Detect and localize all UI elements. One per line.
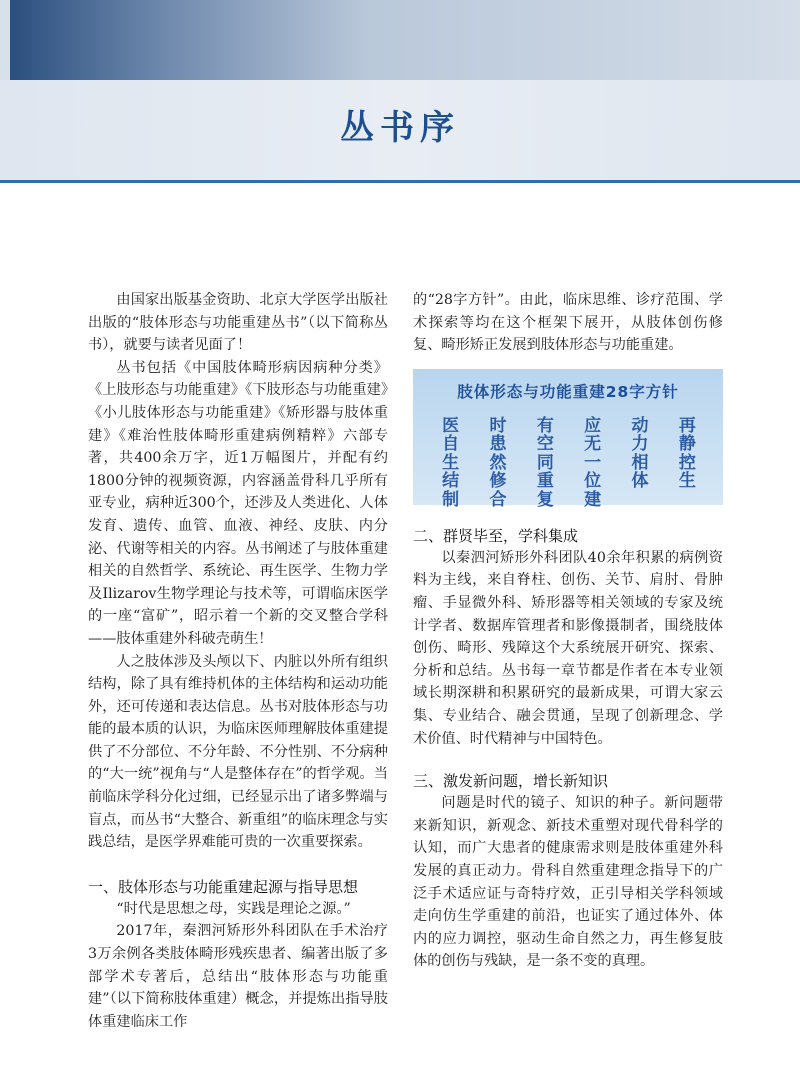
- section-heading-1: 一、肢体形态与功能重建起源与指导思想: [88, 877, 359, 896]
- header-bar-edge: [0, 0, 10, 80]
- paragraph: 以秦泗河矫形外科团队40余年积累的病例资料为主线，来自脊柱、创伤、关节、肩肘、骨肿瘤、手显微外科、矫形器等相关领域的专家及统计学者、数据库管理者和影像摄制者，围绕肢体创伤、畸形、残障这个大系统展开研究、探索、分析和总结。丛书每一章节都是作者在本专业领域长期深耕和积累研究的最新成果，可谓大家云集、专业结合、融会贯通，呈现了创新理念、学术价值、时代精神与中国特色。: [413, 549, 723, 747]
- principle-char: 制: [442, 489, 460, 510]
- left-column: [88, 289, 388, 1033]
- principles-title: 肢体形态与功能重建28字方针: [457, 382, 679, 401]
- principle-char: 无: [584, 434, 602, 455]
- section-heading-2: 二、群贤毕至，学科集成: [413, 526, 579, 545]
- paragraph: 2017年，秦泗河矫形外科团队在手术治疗3万余例各类肢体畸形残疾患者、编著出版了多部学术专著后，总结出“肢体形态与功能重建”（以下简称肢体重建）概念，并提炼出指导肢体重建临床工作: [88, 923, 388, 1030]
- principle-char: 同: [536, 452, 554, 473]
- principle-char: 力: [631, 434, 649, 455]
- principle-char: 生: [442, 452, 460, 473]
- principle-char: 应: [584, 415, 602, 436]
- principle-char: 然: [489, 452, 507, 473]
- principle-char: 空: [536, 434, 554, 455]
- principle-char: 建: [584, 489, 602, 510]
- principle-char: 修: [489, 471, 507, 492]
- principle-char: 位: [584, 471, 602, 492]
- principle-char: 有: [536, 415, 554, 436]
- paragraph: 人之肢体涉及头颅以下、内脏以外所有组织结构，除了具有维持机体的主体结构和运动功能外，还可传递和表达信息。丛书对肢体形态与功能的最本质的认识，为临床医师理解肢体重建提供了不分部位、不分年龄、不分性别、不分病种的“大一统”视角与“人是整体存在”的哲学观。当前临床学科分化过细，已经显示出了诸多弊端与盲点，而丛书“大整合、新重组”的临床理念与实践总结，是医学界难能可贵的一次重要探索。: [88, 653, 388, 851]
- principle-char: 患: [489, 434, 507, 455]
- principle-char: 控: [678, 452, 696, 473]
- title-divider: [0, 180, 800, 183]
- principles-grid: [427, 417, 711, 510]
- principle-char: 合: [489, 489, 507, 510]
- principle-char: 时: [489, 415, 507, 436]
- section-heading-3: 三、激发新问题，增长新知识: [413, 772, 609, 791]
- principle-char: 一: [584, 452, 602, 473]
- principle-char: 复: [536, 489, 554, 510]
- principles-box: [413, 369, 723, 510]
- paragraph: 问题是时代的镜子、知识的种子。新问题带来新知识，新观念、新技术重塑对现代骨科学的认知，而广大患者的健康需求则是肢体重建外科发展的真正动力。骨科自然重建理念指导下的广泛手术适应证与奇特疗效，正引导相关学科领域走向仿生学重建的前沿，也证实了通过体外、体内的应力调控，驱动生命自然之力，再生修复肢体的创伤与残缺，是一条不变的真理。: [413, 795, 723, 970]
- header-bar: [10, 0, 800, 80]
- principle-char: 重: [536, 471, 554, 492]
- principle-char: 体: [631, 471, 649, 492]
- principle-char: 动: [631, 415, 649, 436]
- principle-char: 结: [442, 471, 460, 492]
- paragraph: “时代是思想之母，实践是理论之源。”: [116, 900, 351, 917]
- principle-char: 相: [631, 452, 649, 473]
- page-title: 丛书序: [340, 108, 460, 148]
- principle-char: 医: [442, 415, 460, 436]
- principle-char: 生: [678, 471, 696, 492]
- principle-char: 再: [678, 415, 696, 436]
- principle-char: 自: [442, 434, 460, 455]
- paragraph: 由国家出版基金资助、北京大学医学出版社出版的“肢体形态与功能重建丛书”（以下简称丛书），就要与读者见面了！: [88, 292, 388, 354]
- right-column: [413, 289, 723, 973]
- principle-char: 静: [678, 434, 696, 455]
- paragraph: 丛书包括《中国肢体畸形病因病种分类》《上肢形态与功能重建》《下肢形态与功能重建》《小儿肢体形态与功能重建》《矫形器与肢体重建》《难治性肢体畸形重建病例精粹》六部专著，共400余万字，近1万幅图片，并配有约1800分钟的视频资源，内容涵盖骨科几乎所有亚专业，病种近300个，还涉及人类进化、人体发育、遗传、血管、血液、神经、皮肤、内分泌、代谢等相关的内容。丛书阐述了与肢体重建相关的自然哲学、系统论、再生医学、生物力学及Ilizarov生物学理论与技术等，可谓临床医学的一座“富矿”，昭示着一个新的交叉整合学科——肢体重建外科破壳萌生！: [88, 359, 388, 647]
- paragraph: 的“28字方针”。由此，临床思维、诊疗范围、学术探索等均在这个框架下展开，从肢体创伤修复、畸形矫正发展到肢体形态与功能重建。: [413, 292, 723, 354]
